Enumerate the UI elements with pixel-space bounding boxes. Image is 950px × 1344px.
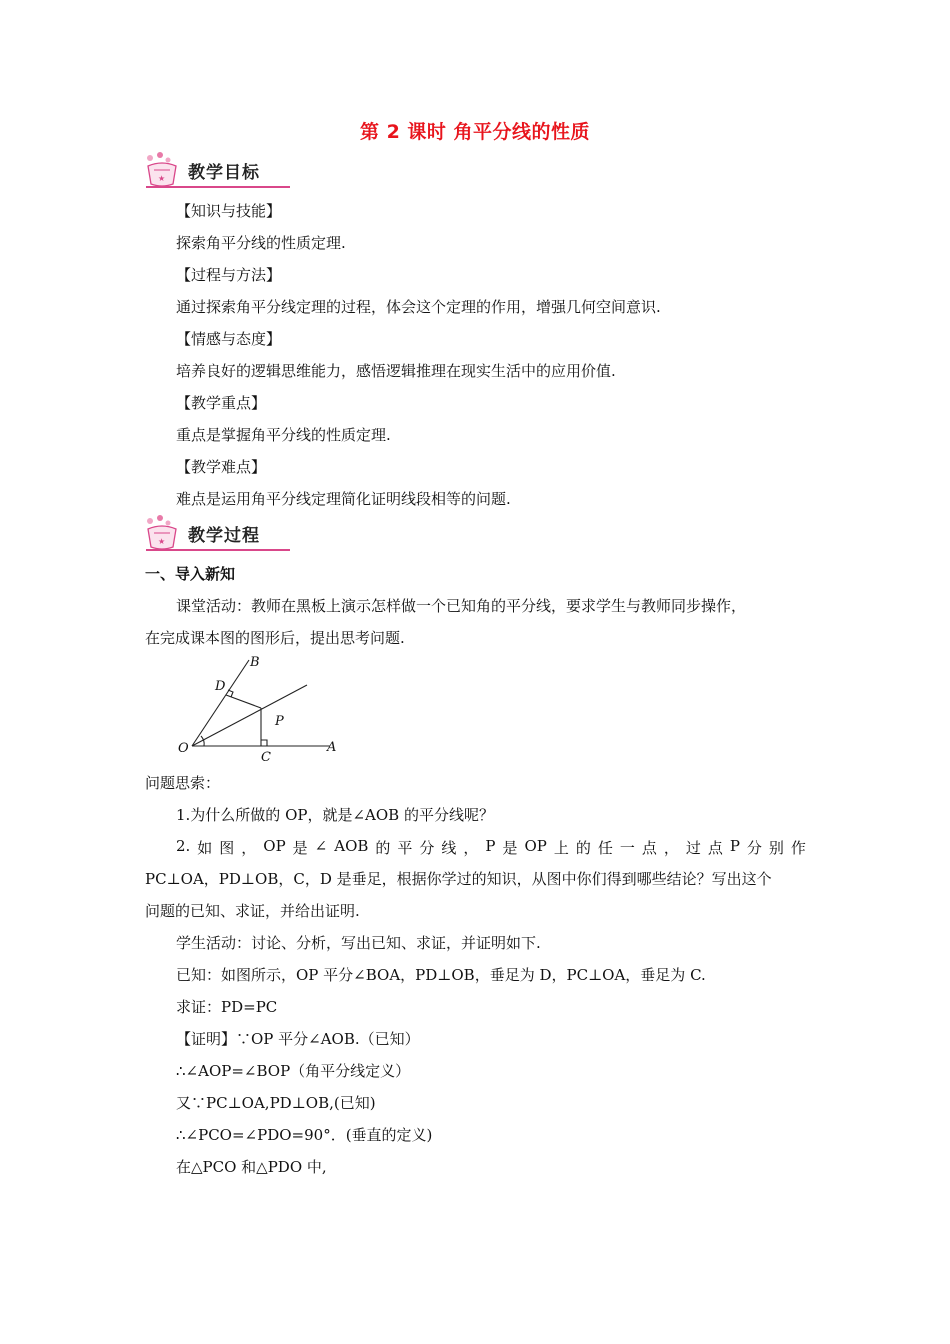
knowledge-text: 探索角平分线的性质定理.: [176, 234, 346, 252]
proof-line-2: ∴∠AOP=∠BOP（角平分线定义）: [176, 1062, 411, 1080]
emotion-text: 培养良好的逻辑思维能力，感悟逻辑推理在现实生活中的应用价值.: [176, 362, 616, 380]
key-point-text: 重点是掌握角平分线的性质定理.: [176, 426, 391, 444]
question-2-word: 分: [419, 839, 435, 857]
question-heading: 问题思索：: [145, 774, 221, 792]
question-2-word: 是: [292, 839, 308, 857]
angle-bisector-figure: [170, 652, 350, 764]
section-badge-goals: [140, 152, 290, 192]
prove-statement: 求证：PD=PC: [176, 998, 278, 1016]
section-heading-intro: 一、导入新知: [145, 565, 236, 583]
question-2-word: 作: [790, 839, 806, 857]
process-badge-label: 教学过程: [188, 526, 260, 546]
question-2-word: 的: [375, 839, 391, 857]
label-a: A: [327, 740, 337, 755]
label-c: C: [261, 750, 271, 764]
proof-line-4: ∴∠PCO=∠PDO=90°．(垂直的定义): [176, 1126, 433, 1144]
key-point-heading: 【教学重点】: [176, 394, 267, 412]
svg-text:★: ★: [158, 537, 166, 546]
knowledge-heading: 【知识与技能】: [176, 202, 282, 220]
student-activity: 学生活动：讨论、分析，写出已知、求证，并证明如下.: [176, 934, 541, 952]
question-2-word: 一: [619, 839, 635, 857]
question-2-word: 上: [553, 839, 569, 857]
proof-line-3: 又∵PC⊥OA,PD⊥OB,(已知): [176, 1094, 376, 1112]
question-1: 1.为什么所做的 OP，就是∠AOB 的平分线呢？: [176, 806, 494, 824]
question-2-word: P: [485, 837, 496, 855]
question-2-word: ∠: [314, 837, 328, 855]
page-title: 第 2 课时 角平分线的性质: [359, 121, 591, 143]
question-2-line-1: [176, 837, 806, 858]
label-o: O: [178, 741, 189, 756]
question-2-word: OP: [263, 837, 286, 855]
activity-line-2: 在完成课本图的图形后，提出思考问题.: [145, 629, 405, 647]
label-d: D: [215, 679, 226, 694]
question-2-word: 的: [575, 839, 591, 857]
question-2-word: 平: [397, 839, 413, 857]
question-2-word: ，: [463, 839, 479, 857]
question-2-line-3: 问题的已知、求证，并给出证明.: [145, 902, 360, 920]
question-2-word: 如: [197, 839, 213, 857]
right-angle-c: [261, 740, 267, 746]
question-2-word: 线: [441, 839, 457, 857]
question-2-word: P: [729, 837, 740, 855]
process-method-heading: 【过程与方法】: [176, 266, 282, 284]
question-2-word: 过: [685, 839, 701, 857]
process-method-text: 通过探索角平分线定理的过程，体会这个定理的作用，增强几何空间意识.: [176, 298, 661, 316]
activity-line-1: 课堂活动：教师在黑板上演示怎样做一个已知角的平分线，要求学生与教师同步操作，: [176, 597, 747, 615]
label-b: B: [250, 655, 260, 670]
question-2-word: 是: [502, 839, 518, 857]
question-2-word: AOB: [334, 837, 369, 855]
emotion-heading: 【情感与态度】: [176, 330, 282, 348]
question-2-word: ，: [663, 839, 679, 857]
known-statement: 已知：如图所示，OP 平分∠BOA，PD⊥OB，垂足为 D，PC⊥OA，垂足为 C.: [176, 966, 706, 984]
difficulty-text: 难点是运用角平分线定理简化证明线段相等的问题.: [176, 490, 511, 508]
question-2-word: 点: [707, 839, 723, 857]
question-2-word: 别: [768, 839, 784, 857]
question-2-word: OP: [524, 837, 547, 855]
proof-line-1: 【证明】∵OP 平分∠AOB.（已知）: [176, 1030, 420, 1048]
goals-badge-label: 教学目标: [188, 163, 260, 183]
difficulty-heading: 【教学难点】: [176, 458, 267, 476]
question-2-line-2: PC⊥OA，PD⊥OB，C，D 是垂足，根据你学过的知识，从图中你们得到哪些结论？写出这个: [145, 870, 772, 888]
question-2-word: 任: [597, 839, 613, 857]
bisector-op: [192, 685, 307, 746]
ray-ob: [192, 660, 249, 746]
label-p: P: [275, 714, 284, 729]
proof-line-5: 在△PCO 和△PDO 中,: [176, 1158, 327, 1176]
question-2-word: 分: [746, 839, 762, 857]
question-2-word: 图: [219, 839, 235, 857]
section-badge-process: [140, 515, 290, 555]
svg-text:★: ★: [158, 174, 166, 183]
question-2-word: 2.: [176, 837, 191, 855]
question-2-word: 点: [641, 839, 657, 857]
question-2-word: ，: [241, 839, 257, 857]
